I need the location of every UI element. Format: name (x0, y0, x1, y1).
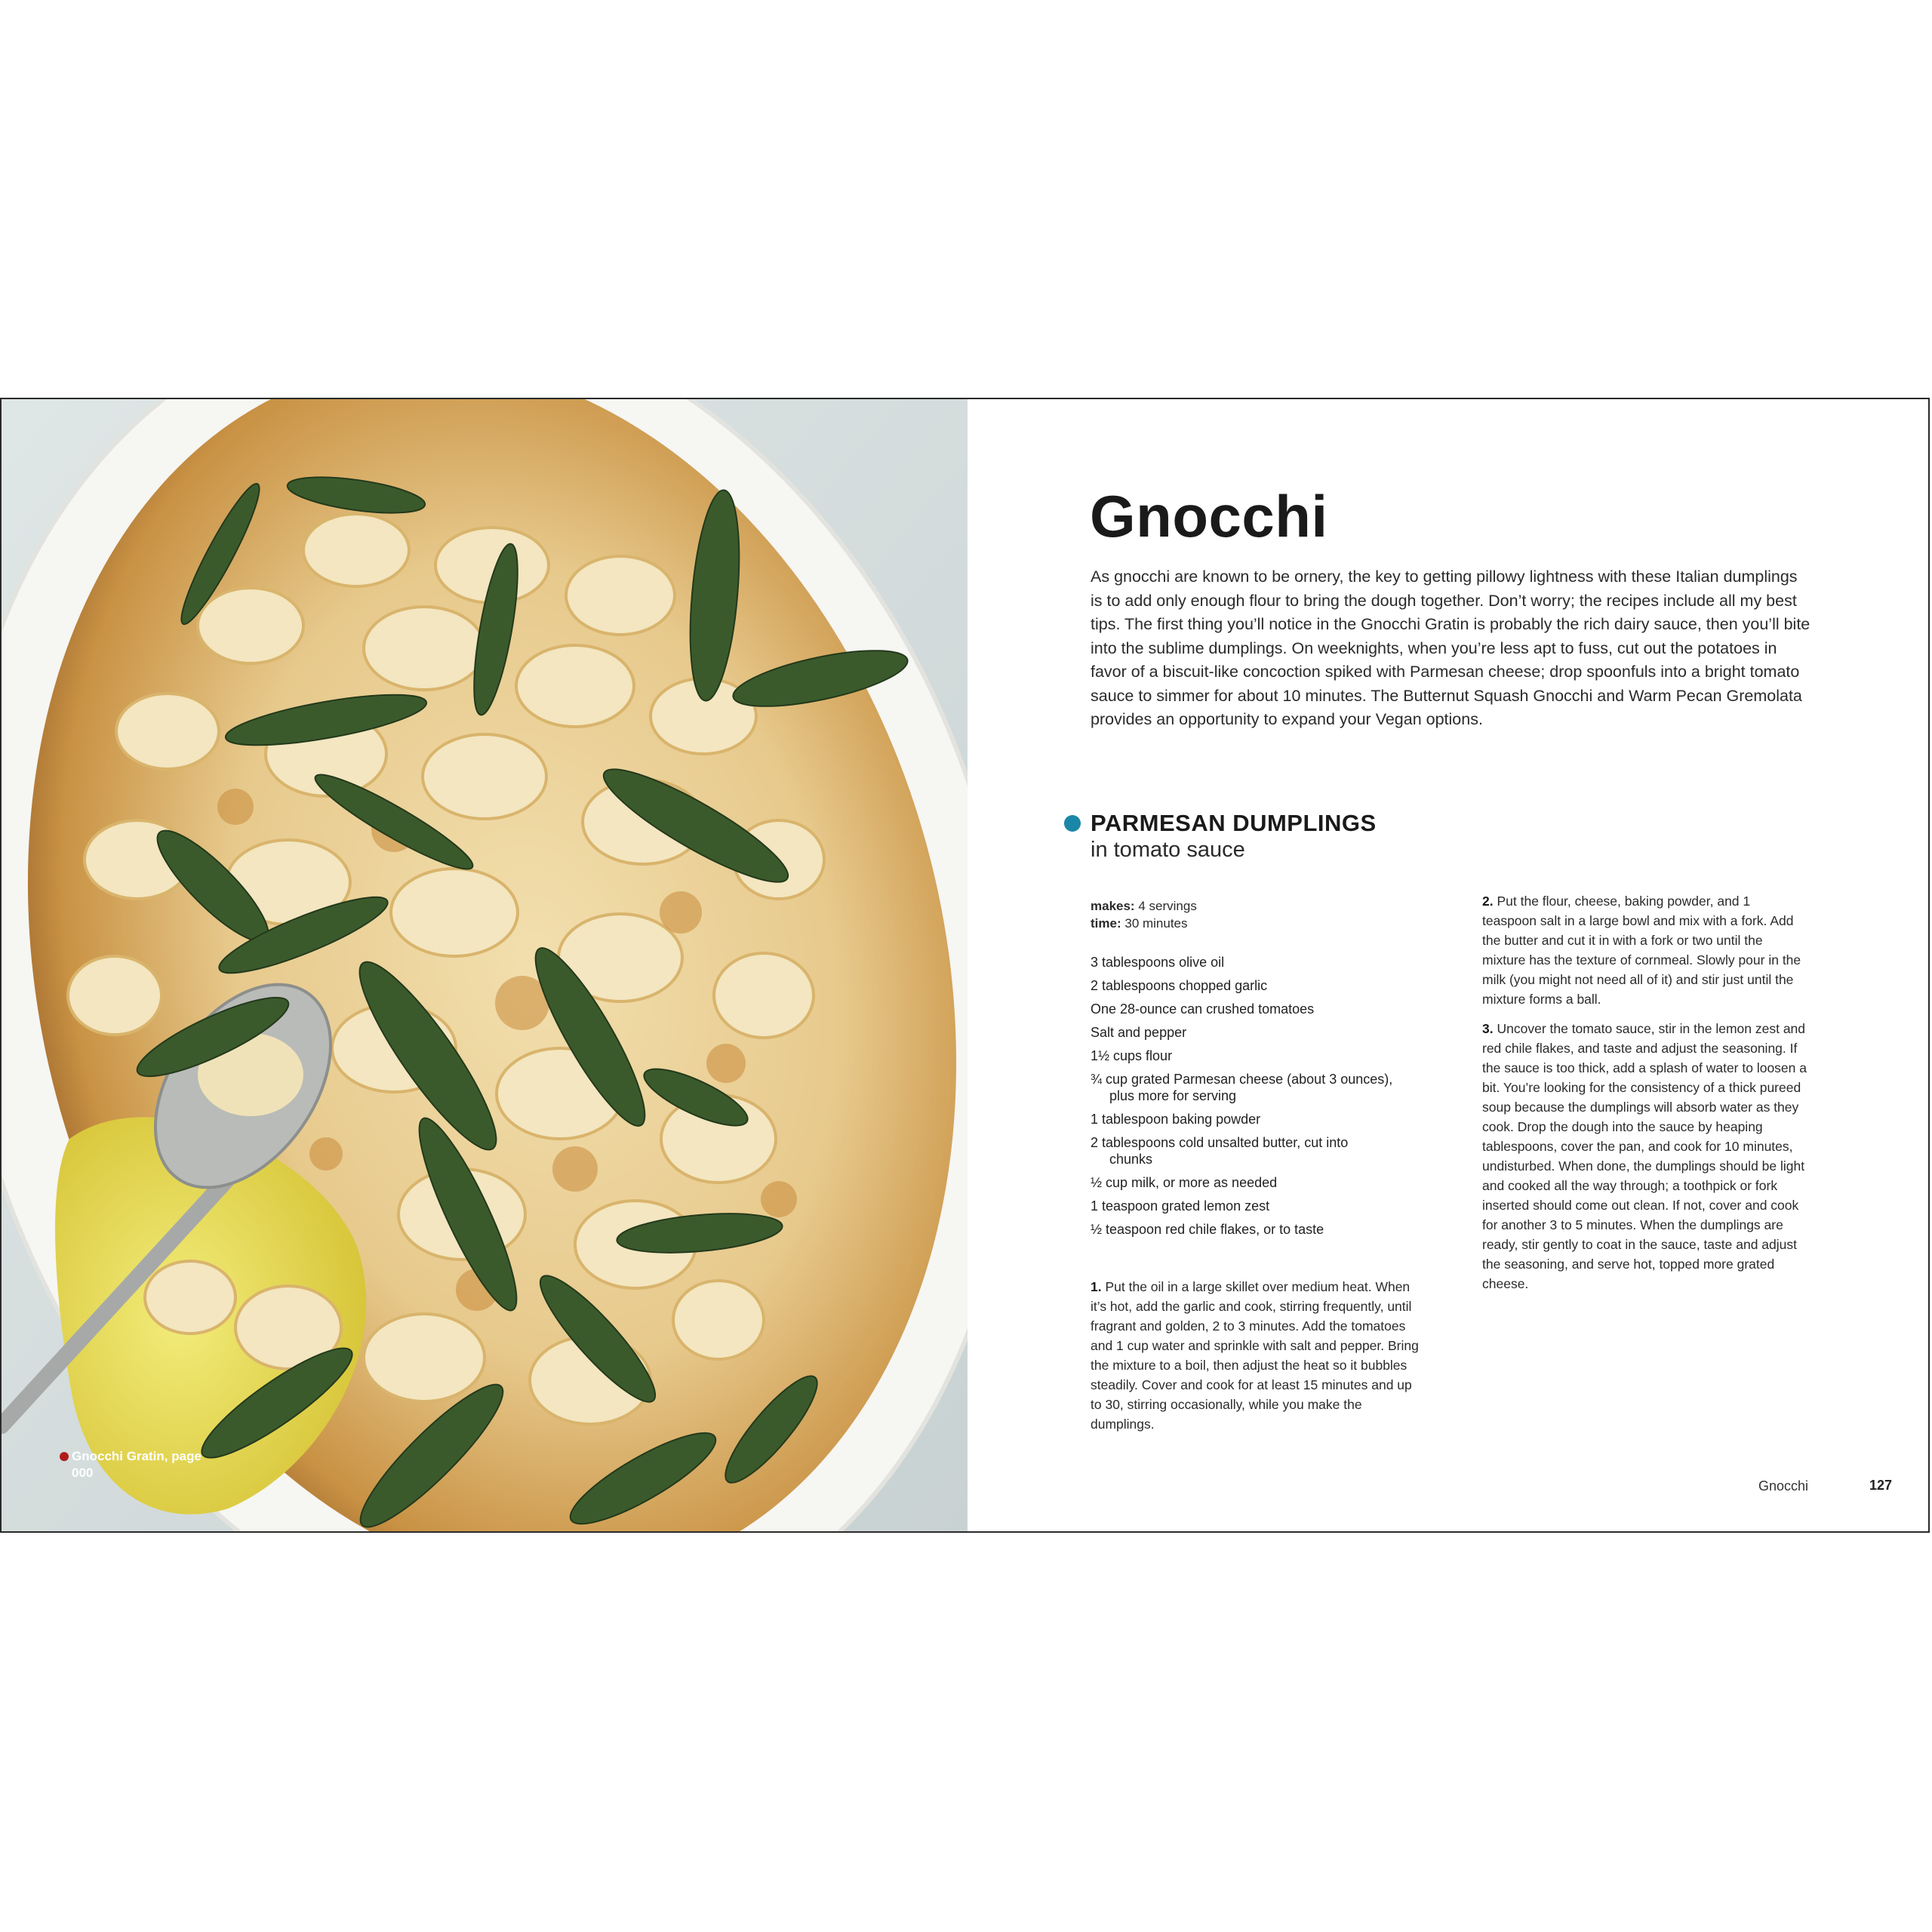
recipe-subtitle: in tomato sauce (1091, 838, 1245, 862)
time-value: 30 minutes (1124, 916, 1188, 931)
ingredient-item: ½ cup milk, or more as needed (1091, 1175, 1278, 1190)
photo-caption-text: Gnocchi Gratin, page 000 (72, 1449, 202, 1480)
ingredient-item: 3 tablespoons olive oil (1091, 955, 1225, 970)
recipe-marker-icon (1064, 815, 1081, 832)
makes-label: makes: (1091, 899, 1135, 913)
ingredient-item: 1 tablespoon baking powder (1091, 1112, 1261, 1127)
ingredient-item: 1½ cups flour (1091, 1048, 1173, 1063)
book-spread (0, 398, 1930, 1533)
ingredient-item: 2 tablespoons cold unsalted butter, cut into chunks (1091, 1135, 1349, 1167)
chapter-title: Gnocchi (1090, 483, 1328, 549)
gratin-illustration (2, 399, 968, 1531)
page-number: 127 (1869, 1478, 1893, 1493)
ingredient-item: ¾ cup grated Parmesan cheese (about 3 ounces), plus more for serving (1091, 1072, 1393, 1103)
ingredient-item: 2 tablespoons chopped garlic (1091, 978, 1268, 993)
time-label: time: (1091, 916, 1121, 931)
method-step-3: 3. Uncover the tomato sauce, stir in the lemon zest and red chile flakes, and taste and adjust the seasoning. If the sauce is too thick, add a splash of water to loosen a bit. You’re looking for the consistency of a thick pureed soup because the dumplings will absorb water as they cook. Drop the dough into the sauce by heaping tablespoons, cover the pan, and cook for 10 minutes, undisturbed. When done, the dumplings should be light and cooked all the way through; a toothpick or fork inserted should come out clean. If not, cover and cook for another 3 to 5 minutes. When the dumplings are ready, stir gently to coat in the sauce, taste and adjust the seasoning, and serve hot, topped more grated cheese. (1482, 1021, 1807, 1291)
photo-caption (72, 1448, 223, 1481)
running-footer-section: Gnocchi (1758, 1478, 1809, 1494)
chapter-intro: As gnocchi are known to be ornery, the key to getting pillowy lightness with these Italian dumplings is to add only enough flour to bring the dough together. Don’t worry; the recipes include all my best tips. The first thing you’ll notice in the Gnocchi Gratin is probably the rich dairy sauce, then you’ll bite into the sublime dumplings. On weeknights, when you’re less apt to fuss, cut out the potatoes in favor of a biscuit-like concoction spiked with Parmesan cheese; drop spoonfuls into a bright tomato sauce to simmer for about 10 minutes. The Butternut Squash Gnocchi and Warm Pecan Gremolata provides an opportunity to expand your Vegan options. (1091, 568, 1810, 728)
ingredient-item: ½ teaspoon red chile flakes, or to taste (1091, 1222, 1324, 1237)
recipe-heading (1091, 810, 1377, 863)
caption-marker-icon (60, 1452, 69, 1461)
recipe-meta (1091, 897, 1197, 932)
ingredient-item: 1 teaspoon grated lemon zest (1091, 1198, 1270, 1214)
ingredient-list (1091, 954, 1423, 1244)
ingredient-item: One 28-ounce can crushed tomatoes (1091, 1001, 1315, 1017)
ingredient-item: Salt and pepper (1091, 1025, 1187, 1040)
recipe-page (968, 399, 1930, 1531)
gnocchi-gratin-photo (2, 399, 968, 1531)
recipe-title: PARMESAN DUMPLINGS (1091, 810, 1377, 836)
makes-value: 4 servings (1138, 899, 1197, 913)
method-step-1: 1. Put the oil in a large skillet over medium heat. When it’s hot, add the garlic and cook, stirring frequently, until fragrant and golden, 2 to 3 minutes. Add the tomatoes and 1 cup water and sprinkle with salt and pepper. Bring the mixture to a boil, then adjust the heat so it bubbles steadily. Cover and cook for at least 15 minutes and up to 30, stirring occasionally, while you make the dumplings. (1091, 1279, 1419, 1432)
method-step-2: 2. Put the flour, cheese, baking powder, and 1 teaspoon salt in a large bowl and mix with a fork. Add the butter and cut it in with a fork or two until the mixture has the texture of cornmeal. Slowly pour in the milk (you might not need all of it) and stir just until the mixture forms a ball. (1482, 894, 1801, 1007)
